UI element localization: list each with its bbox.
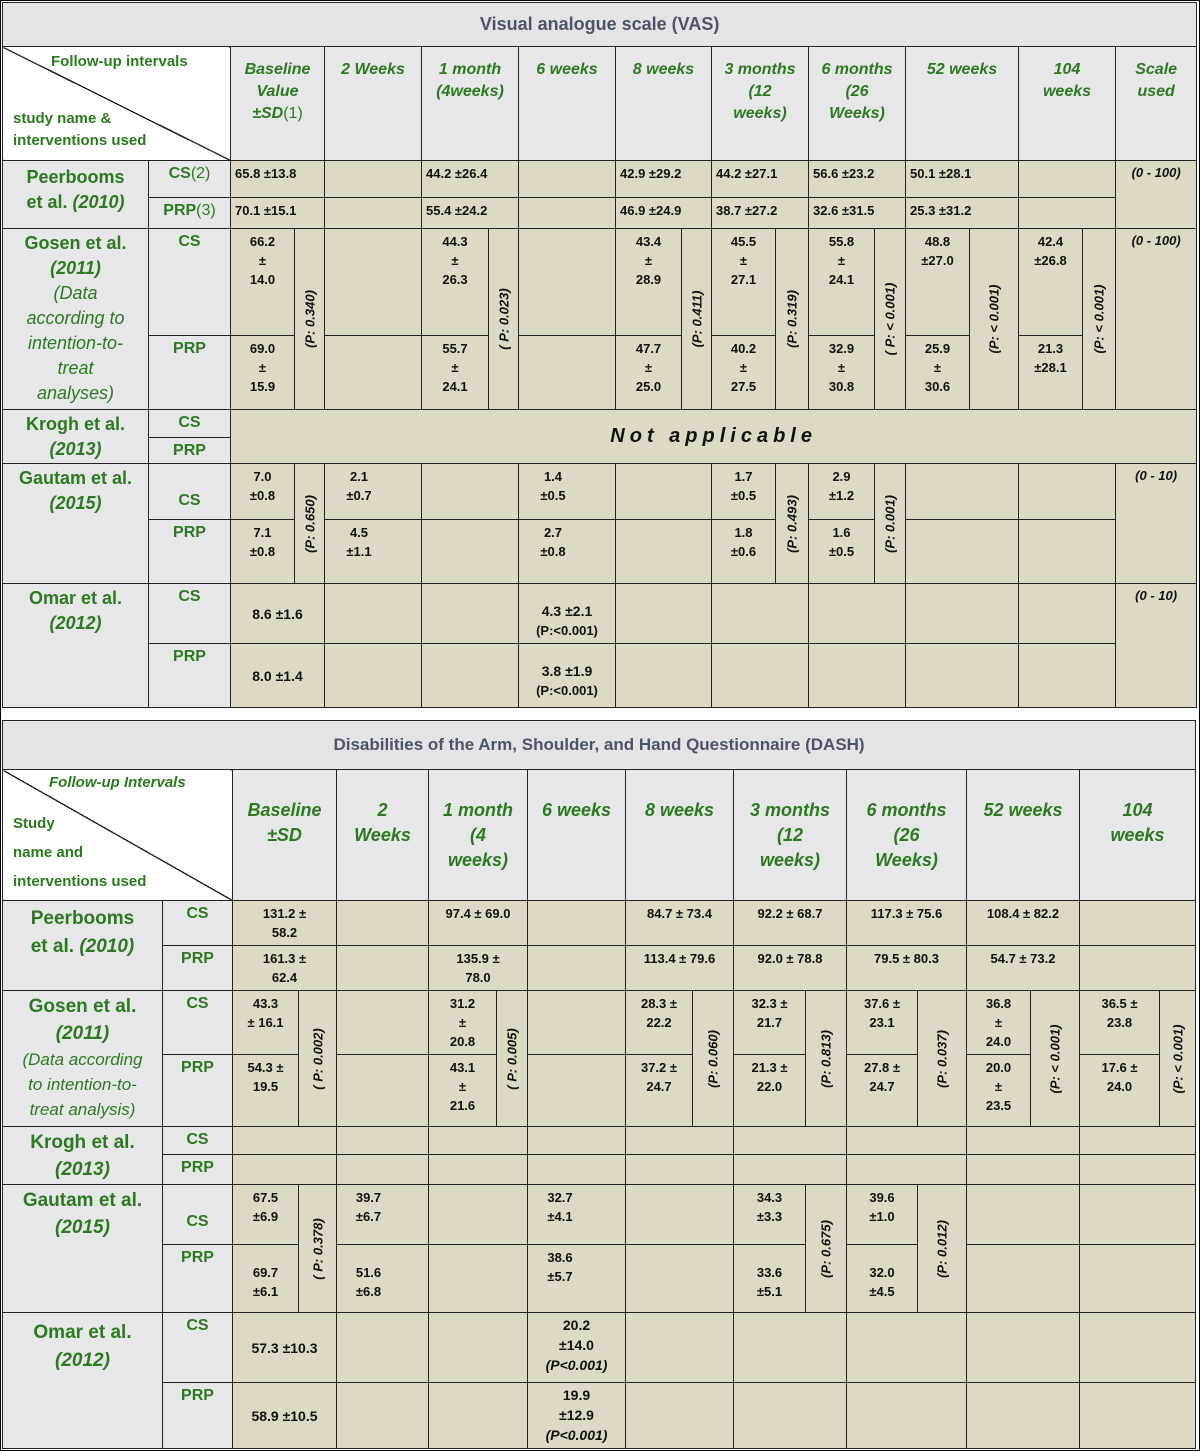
vas-header-1-month: 1 month (4weeks): [422, 47, 519, 161]
dash-gosen-prp-6m: 27.8 ± 24.7: [847, 1055, 918, 1127]
dash-gosen-cs-6m: 37.6 ± 23.1: [847, 991, 918, 1055]
vas-gautam-cs-baseline: 7.0 ±0.8: [231, 464, 295, 520]
vas-gautam-scale: (0 - 10): [1116, 464, 1197, 584]
vas-peerbooms-cs-3m: 44.2 ±27.1: [712, 161, 809, 198]
vas-corner-bottom-2: interventions used: [13, 132, 147, 149]
dash-gautam-cs-baseline: 67.5 ±6.9: [233, 1185, 299, 1245]
vas-omar-prp-2w: [325, 644, 422, 708]
dash-study-gosen: Gosen et al. (2011) (Data according to intention-to- treat analysis): [3, 991, 163, 1127]
vas-gosen-prp-52w: 25.9 ± 30.6: [906, 336, 970, 410]
vas-omar-cs-1m: [422, 584, 519, 644]
vas-gautam-cs-6m: 2.9 ±1.2: [809, 464, 875, 520]
dash-corner-bottom-1: Study: [13, 815, 55, 832]
vas-study-gautam: Gautam et al. (2015): [3, 464, 149, 584]
vas-peerbooms-prp-52w: 25.3 ±31.2: [906, 198, 1019, 229]
dash-omar-prp-2w: [337, 1383, 429, 1449]
vas-omar-prp-baseline: 8.0 ±1.4: [231, 644, 325, 708]
vas-omar-cs-6m: [809, 584, 906, 644]
vas-gosen-p-3m: (P: 0.319): [776, 229, 809, 410]
dash-study-omar: Omar et al. (2012): [3, 1313, 163, 1449]
dash-gautam-p-6m: (P: 0.012): [918, 1185, 967, 1313]
vas-peerbooms-prp-1m: 55.4 ±24.2: [422, 198, 519, 229]
dash-krogh-cs-baseline: [233, 1127, 337, 1155]
vas-gautam-prp-1m: [422, 520, 519, 584]
dash-header-baseline: Baseline ±SD: [233, 770, 337, 901]
vas-gosen-p-8w: (P: 0.411): [682, 229, 712, 410]
vas-gautam-cs-2w-value: 2.1 ±0.7: [346, 469, 372, 503]
vas-omar-cs-3m: [712, 584, 809, 644]
dash-krogh-prp-2w: [337, 1155, 429, 1185]
vas-gautam-cs-2w: [325, 464, 422, 520]
dash-study-krogh: Krogh et al. (2013): [3, 1127, 163, 1185]
dash-peerbooms-cs-8w: 84.7 ± 73.4: [626, 901, 734, 946]
vas-gosen-cs-1m: 44.3 ± 26.3: [422, 229, 489, 336]
vas-peerbooms-prp-104w: [1019, 198, 1116, 229]
dash-gautam-cs-2w: 39.7 ±6.7: [337, 1185, 429, 1245]
vas-header-8-weeks: 8 weeks: [616, 47, 712, 161]
dash-peerbooms-prp-1m: 135.9 ± 78.0: [429, 946, 528, 991]
dash-omar-cs-3m: [734, 1313, 847, 1383]
vas-study-omar: Omar et al. (2012): [3, 584, 149, 708]
dash-gosen-p-6m: (P: 0.037): [918, 991, 967, 1127]
dash-omar-cs-baseline: 57.3 ±10.3: [233, 1313, 337, 1383]
dash-gautam-p-3m: (P: 0.675): [806, 1185, 847, 1313]
vas-title: Visual analogue scale (VAS): [3, 3, 1197, 47]
dash-omar-cs-104w: [1080, 1313, 1196, 1383]
dash-peerbooms-prp-104w: [1080, 946, 1196, 991]
vas-gosen-prp-2w: [325, 336, 422, 410]
dash-gosen-cs-baseline: 43.3 ± 16.1: [233, 991, 299, 1055]
dash-peerbooms-cs-104w: [1080, 901, 1196, 946]
dash-header-104-weeks: 104 weeks: [1080, 770, 1196, 901]
dash-omar-cs-6w: 20.2 ±14.0 (P<0.001): [528, 1313, 626, 1383]
vas-gautam-cs: CS: [149, 464, 231, 520]
vas-gosen-prp-3m: 40.2 ± 27.5: [712, 336, 776, 410]
vas-gosen-cs-52w: 48.8 ±27.0: [906, 229, 970, 336]
dash-omar-prp: PRP: [163, 1383, 233, 1449]
vas-omar-prp-8w: [616, 644, 712, 708]
dash-gautam-cs-6w: 32.7 ±4.1: [528, 1185, 626, 1245]
vas-peerbooms-prp: PRP(3): [149, 198, 231, 229]
dash-omar-prp-104w: [1080, 1383, 1196, 1449]
dash-gosen-p-8w: (P: 0.060): [693, 991, 734, 1127]
dash-corner-header: [3, 770, 233, 901]
vas-peerbooms-prp-6w: [519, 198, 616, 229]
vas-header-baseline: Baseline Value ±SD(1): [231, 47, 325, 161]
dash-omar-prp-1m: [429, 1383, 528, 1449]
vas-omar-cs: CS: [149, 584, 231, 644]
vas-gautam-prp-8w: [616, 520, 712, 584]
dash-gautam-cs-104w: [1080, 1185, 1196, 1245]
vas-gosen-cs-8w: 43.4 ± 28.9: [616, 229, 682, 336]
dash-omar-prp-baseline: 58.9 ±10.5: [233, 1383, 337, 1449]
vas-corner-header: [3, 47, 231, 161]
dash-krogh-cs-104w: [1080, 1127, 1196, 1155]
vas-gautam-cs-104w: [1019, 464, 1116, 520]
vas-krogh-not-applicable: Not applicable: [231, 410, 1197, 464]
dash-gautam-prp: PRP: [163, 1245, 233, 1313]
dash-krogh-prp-104w: [1080, 1155, 1196, 1185]
vas-gautam-p-6m: (P: 0.001): [875, 464, 906, 584]
vas-gautam-prp: PRP: [149, 520, 231, 584]
dash-gautam-prp-2w: 51.6 ±6.8: [337, 1245, 429, 1313]
dash-header-6-months: 6 months (26 Weeks): [847, 770, 967, 901]
dash-gosen-cs-2w: [337, 991, 429, 1055]
dash-peerbooms-prp-52w: 54.7 ± 73.2: [967, 946, 1080, 991]
vas-study-gosen: Gosen et al. (2011) (Data according to intention-to- treat analyses): [3, 229, 149, 410]
dash-study-gautam: Gautam et al. (2015): [3, 1185, 163, 1313]
dash-omar-cs-2w: [337, 1313, 429, 1383]
dash-krogh-prp: PRP: [163, 1155, 233, 1185]
vas-peerbooms-prp-6m: 32.6 ±31.5: [809, 198, 906, 229]
dash-peerbooms-cs-baseline: 131.2 ± 58.2: [233, 901, 337, 946]
vas-peerbooms-cs-baseline: 65.8 ±13.8: [231, 161, 325, 198]
dash-gosen-cs-6w: [528, 991, 626, 1055]
dash-peerbooms-cs-52w: 108.4 ± 82.2: [967, 901, 1080, 946]
vas-peerbooms-cs-6w: [519, 161, 616, 198]
dash-gosen-cs: CS: [163, 991, 233, 1055]
dash-gosen-prp-1m: 43.1 ± 21.6: [429, 1055, 497, 1127]
dash-krogh-cs-6m: [847, 1127, 967, 1155]
dash-gosen-p-3m: (P: 0.813): [806, 991, 847, 1127]
vas-gautam-prp-52w: [906, 520, 1019, 584]
dash-peerbooms-prp-3m: 92.0 ± 78.8: [734, 946, 847, 991]
vas-gosen-cs-3m: 45.5 ± 27.1: [712, 229, 776, 336]
vas-gosen-p-6m: ( P: < 0.001): [875, 229, 906, 410]
dash-omar-cs-1m: [429, 1313, 528, 1383]
dash-gautam-cs-8w: [626, 1185, 734, 1245]
vas-omar-prp-52w: [906, 644, 1019, 708]
dash-gosen-p-baseline: ( P: 0.002): [299, 991, 337, 1127]
vas-omar-prp: PRP: [149, 644, 231, 708]
dash-corner-bottom-3: interventions used: [13, 873, 147, 890]
dash-header-6-weeks: 6 weeks: [528, 770, 626, 901]
vas-peerbooms-cs-104w: [1019, 161, 1116, 198]
vas-gautam-p-3m: (P: 0.493): [776, 464, 809, 584]
dash-krogh-cs-2w: [337, 1127, 429, 1155]
dash-krogh-prp-52w: [967, 1155, 1080, 1185]
vas-gautam-prp-104w: [1019, 520, 1116, 584]
vas-omar-cs-52w: [906, 584, 1019, 644]
dash-header-8-weeks: 8 weeks: [626, 770, 734, 901]
vas-omar-cs-104w: [1019, 584, 1116, 644]
dash-omar-cs: CS: [163, 1313, 233, 1383]
dash-krogh-cs-6w: [528, 1127, 626, 1155]
dash-study-peerbooms: Peerbooms et al. (2010): [3, 901, 163, 991]
dash-krogh-cs: CS: [163, 1127, 233, 1155]
vas-peerbooms-scale: (0 - 100): [1116, 161, 1197, 229]
vas-gosen-cs-6w: [519, 229, 616, 336]
dash-omar-prp-3m: [734, 1383, 847, 1449]
dash-krogh-cs-52w: [967, 1127, 1080, 1155]
vas-header-6-weeks: 6 weeks: [519, 47, 616, 161]
vas-gosen-prp: PRP: [149, 336, 231, 410]
dash-gosen-p-52w: (P: < 0.001): [1031, 991, 1080, 1127]
vas-gautam-cs-3m: 1.7 ±0.5: [712, 464, 776, 520]
vas-omar-prp-6m: [809, 644, 906, 708]
vas-krogh-cs: CS: [149, 410, 231, 438]
dash-gautam-prp-3m: 33.6 ±5.1: [734, 1245, 806, 1313]
dash-gautam-cs-6m: 39.6 ±1.0: [847, 1185, 918, 1245]
dash-krogh-prp-8w: [626, 1155, 734, 1185]
vas-study-peerbooms: Peerbooms et al. (2010): [3, 161, 149, 229]
dash-krogh-prp-6m: [847, 1155, 967, 1185]
dash-table: [2, 720, 1196, 1449]
dash-krogh-prp-baseline: [233, 1155, 337, 1185]
vas-gautam-cs-1m: [422, 464, 519, 520]
dash-header-1-month: 1 month (4 weeks): [429, 770, 528, 901]
vas-omar-cs-2w: [325, 584, 422, 644]
dash-gosen-cs-8w: 28.3 ± 22.2: [626, 991, 693, 1055]
dash-peerbooms-cs-1m: 97.4 ± 69.0: [429, 901, 528, 946]
vas-peerbooms-cs-2w: [325, 161, 422, 198]
vas-header-3-months: 3 months (12 weeks): [712, 47, 809, 161]
dash-corner-bottom-2: name and: [13, 844, 84, 861]
dash-krogh-prp-6w: [528, 1155, 626, 1185]
dash-omar-prp-8w: [626, 1383, 734, 1449]
vas-gosen-prp-baseline: 69.0 ± 15.9: [231, 336, 295, 410]
vas-table: [2, 2, 1197, 708]
dash-peerbooms-cs-6m: 117.3 ± 75.6: [847, 901, 967, 946]
dash-krogh-cs-1m: [429, 1127, 528, 1155]
vas-peerbooms-prp-8w: 46.9 ±24.9: [616, 198, 712, 229]
dash-omar-cs-8w: [626, 1313, 734, 1383]
vas-header-scale: Scale used: [1116, 47, 1197, 161]
dash-gosen-p-104w: (P: < 0.001): [1160, 991, 1196, 1127]
vas-header-2-weeks: 2 Weeks: [325, 47, 422, 161]
vas-gosen-cs-104w: 42.4 ±26.8: [1019, 229, 1083, 336]
dash-gosen-prp-6w: [528, 1055, 626, 1127]
dash-peerbooms-cs-3m: 92.2 ± 68.7: [734, 901, 847, 946]
vas-gautam-cs-6w: 1.4 ±0.5: [519, 464, 616, 520]
vas-corner-top: Follow-up intervals: [51, 53, 188, 70]
vas-omar-prp-104w: [1019, 644, 1116, 708]
vas-gosen-prp-104w: 21.3 ±28.1: [1019, 336, 1083, 410]
vas-gautam-p-baseline: (P: 0.650): [295, 464, 325, 584]
vas-omar-prp-1m: [422, 644, 519, 708]
dash-gosen-prp-104w: 17.6 ± 24.0: [1080, 1055, 1160, 1127]
vas-gosen-p-1m: ( P: 0.023): [489, 229, 519, 410]
dash-peerbooms-prp-baseline: 161.3 ± 62.4: [233, 946, 337, 991]
vas-gosen-cs-baseline: 66.2 ± 14.0: [231, 229, 295, 336]
dash-peerbooms-cs: CS: [163, 901, 233, 946]
dash-gosen-prp-3m: 21.3 ± 22.0: [734, 1055, 806, 1127]
vas-gosen-p-52w: (P: < 0.001): [970, 229, 1019, 410]
dash-gautam-cs: CS: [163, 1185, 233, 1245]
vas-gosen-prp-6m: 32.9 ± 30.8: [809, 336, 875, 410]
vas-omar-scale: (0 - 10): [1116, 584, 1197, 708]
vas-header-6-months: 6 months (26 Weeks): [809, 47, 906, 161]
dash-gautam-cs-52w: [967, 1185, 1080, 1245]
dash-gautam-prp-1m: [429, 1245, 528, 1313]
dash-gosen-p-1m: ( P: 0.005): [497, 991, 528, 1127]
dash-header-52-weeks: 52 weeks: [967, 770, 1080, 901]
dash-gautam-prp-104w: [1080, 1245, 1196, 1313]
vas-gosen-cs-6m: 55.8 ± 24.1: [809, 229, 875, 336]
vas-peerbooms-cs-8w: 42.9 ±29.2: [616, 161, 712, 198]
dash-gautam-prp-baseline: 69.7 ±6.1: [233, 1245, 299, 1313]
dash-krogh-cs-3m: [734, 1127, 847, 1155]
vas-gosen-p-baseline: (P: 0.340): [295, 229, 325, 410]
vas-omar-cs-6w: 4.3 ±2.1 (P:<0.001): [519, 584, 616, 644]
dash-gosen-cs-3m: 32.3 ± 21.7: [734, 991, 806, 1055]
dash-omar-prp-52w: [967, 1383, 1080, 1449]
vas-gosen-p-104w: (P: < 0.001): [1083, 229, 1116, 410]
dash-krogh-prp-1m: [429, 1155, 528, 1185]
vas-peerbooms-prp-baseline: 70.1 ±15.1: [231, 198, 325, 229]
vas-gosen-scale: (0 - 100): [1116, 229, 1197, 410]
dash-omar-cs-6m: [847, 1313, 967, 1383]
dash-omar-prp-6m: [847, 1383, 967, 1449]
vas-krogh-prp: PRP: [149, 438, 231, 464]
dash-peerbooms-prp-6m: 79.5 ± 80.3: [847, 946, 967, 991]
dash-gosen-cs-1m: 31.2 ± 20.8: [429, 991, 497, 1055]
dash-gautam-prp-6w: 38.6 ±5.7: [528, 1245, 626, 1313]
vas-gautam-cs-52w: [906, 464, 1019, 520]
dash-gosen-prp: PRP: [163, 1055, 233, 1127]
vas-gosen-prp-1m: 55.7 ± 24.1: [422, 336, 489, 410]
vas-corner-bottom-1: study name &: [13, 110, 112, 127]
dash-gautam-p-baseline: ( P: 0.378): [299, 1185, 337, 1313]
dash-gosen-prp-8w: 37.2 ± 24.7: [626, 1055, 693, 1127]
dash-header-2-weeks: 2 Weeks: [337, 770, 429, 901]
dash-peerbooms-cs-6w: [528, 901, 626, 946]
dash-gosen-prp-2w: [337, 1055, 429, 1127]
vas-header-104-weeks: 104 weeks: [1019, 47, 1116, 161]
dash-peerbooms-prp-2w: [337, 946, 429, 991]
vas-peerbooms-cs-52w: 50.1 ±28.1: [906, 161, 1019, 198]
vas-gosen-prp-6w: [519, 336, 616, 410]
vas-header-52-weeks: 52 weeks: [906, 47, 1019, 161]
vas-gosen-cs: CS: [149, 229, 231, 336]
vas-omar-cs-8w: [616, 584, 712, 644]
vas-peerbooms-cs: CS(2): [149, 161, 231, 198]
dash-gautam-prp-52w: [967, 1245, 1080, 1313]
dash-krogh-prp-3m: [734, 1155, 847, 1185]
dash-peerbooms-prp-8w: 113.4 ± 79.6: [626, 946, 734, 991]
dash-title: Disabilities of the Arm, Shoulder, and Hand Questionnaire (DASH): [3, 721, 1196, 770]
vas-peerbooms-prp-3m: 38.7 ±27.2: [712, 198, 809, 229]
vas-peerbooms-prp-2w: [325, 198, 422, 229]
dash-header-3-months: 3 months (12 weeks): [734, 770, 847, 901]
dash-omar-cs-52w: [967, 1313, 1080, 1383]
vas-omar-cs-baseline: 8.6 ±1.6: [231, 584, 325, 644]
dash-omar-prp-6w: 19.9 ±12.9 (P<0.001): [528, 1383, 626, 1449]
vas-gautam-prp-baseline: 7.1 ±0.8: [231, 520, 295, 584]
vas-gautam-prp-6m: 1.6 ±0.5: [809, 520, 875, 584]
vas-gautam-prp-3m: 1.8 ±0.6: [712, 520, 776, 584]
dash-gosen-cs-104w: 36.5 ± 23.8: [1080, 991, 1160, 1055]
dash-peerbooms-prp: PRP: [163, 946, 233, 991]
dash-gosen-prp-52w: 20.0 ± 23.5: [967, 1055, 1031, 1127]
vas-gautam-prp-6w: 2.7 ±0.8: [519, 520, 616, 584]
dash-gautam-cs-1m: [429, 1185, 528, 1245]
dash-gautam-prp-6m: 32.0 ±4.5: [847, 1245, 918, 1313]
vas-gosen-cs-2w: [325, 229, 422, 336]
dash-corner-top: Follow-up Intervals: [49, 774, 186, 791]
dash-krogh-cs-8w: [626, 1127, 734, 1155]
vas-study-krogh: Krogh et al. (2013): [3, 410, 149, 464]
dash-peerbooms-cs-2w: [337, 901, 429, 946]
vas-omar-prp-6w: 3.8 ±1.9 (P:<0.001): [519, 644, 616, 708]
dash-gautam-cs-3m: 34.3 ±3.3: [734, 1185, 806, 1245]
dash-gosen-prp-baseline: 54.3 ± 19.5: [233, 1055, 299, 1127]
dash-peerbooms-prp-6w: [528, 946, 626, 991]
dash-gautam-prp-8w: [626, 1245, 734, 1313]
vas-peerbooms-cs-1m: 44.2 ±26.4: [422, 161, 519, 198]
vas-gosen-prp-8w: 47.7 ± 25.0: [616, 336, 682, 410]
vas-gautam-cs-8w: [616, 464, 712, 520]
vas-omar-prp-3m: [712, 644, 809, 708]
vas-gautam-prp-2w: 4.5 ±1.1: [325, 520, 422, 584]
dash-gosen-cs-52w: 36.8 ± 24.0: [967, 991, 1031, 1055]
vas-peerbooms-cs-6m: 56.6 ±23.2: [809, 161, 906, 198]
